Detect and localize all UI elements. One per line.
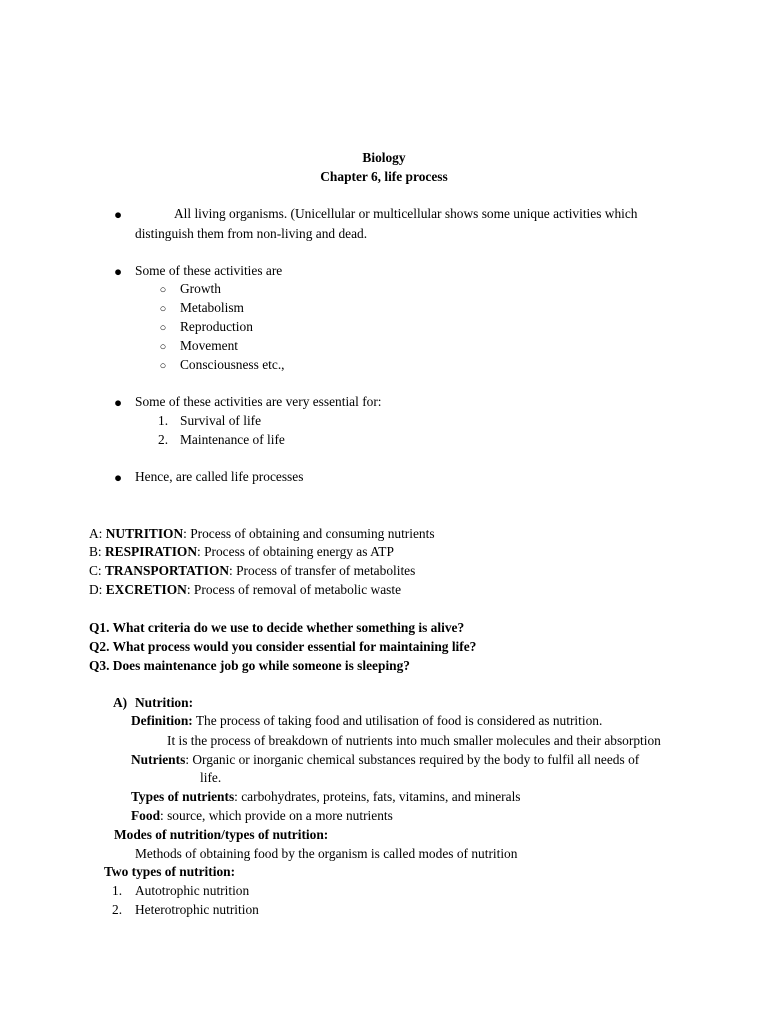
bullet-text: distinguish them from non-living and dead. [135, 226, 368, 241]
bullet-icon: ● [113, 264, 123, 279]
definition-line: A: NUTRITION: Process of obtaining and consuming nutrients [89, 526, 435, 541]
subsection-heading: Modes of nutrition/types of nutrition: [114, 827, 329, 842]
question: Q2. What process would you consider essential for maintaining life? [89, 639, 477, 654]
nutrients-paragraph: Nutrients: Organic or inorganic chemical substances required by the body to fulfil all needs of [131, 752, 640, 767]
list-item: Survival of life [180, 413, 262, 428]
bullet-text: Hence, are called life processes [135, 469, 304, 484]
definition-paragraph: Definition: The process of taking food and utilisation of food is considered as nutrition. [131, 713, 603, 728]
sub-bullet-icon: ○ [159, 284, 167, 296]
page-subtitle: Chapter 6, life process [320, 169, 448, 184]
bullet-text: All living organisms. (Unicellular or multicellular shows some unique activities which [174, 206, 638, 221]
nutrients-paragraph-line2: life. [200, 770, 222, 785]
list-item: Consciousness etc., [180, 357, 285, 372]
list-number: 1. [158, 413, 169, 428]
list-item: Growth [180, 281, 221, 296]
section-heading: Nutrition: [135, 695, 194, 710]
definition-term: EXCRETION [105, 582, 187, 597]
definition-line: C: TRANSPORTATION: Process of transfer of metabolites [89, 563, 416, 578]
list-item: Autotrophic nutrition [135, 883, 250, 898]
definition-term: TRANSPORTATION [105, 563, 230, 578]
question: Q1. What criteria do we use to decide whether something is alive? [89, 620, 465, 635]
sub-bullet-icon: ○ [159, 322, 167, 334]
list-item: Movement [180, 338, 239, 353]
section-label: A) [113, 695, 128, 710]
definition-term: RESPIRATION [105, 544, 198, 559]
list-item: Heterotrophic nutrition [135, 902, 259, 917]
list-item: Metabolism [180, 300, 244, 315]
question: Q3. Does maintenance job go while someone is sleeping? [89, 658, 410, 673]
definition-paragraph-line2: It is the process of breakdown of nutrients into much smaller molecules and their absorption [167, 733, 661, 748]
sub-bullet-icon: ○ [159, 341, 167, 353]
definition-line: D: EXCRETION: Process of removal of metabolic waste [89, 582, 402, 597]
page-title: Biology [362, 150, 406, 165]
types-paragraph: Types of nutrients: carbohydrates, proteins, fats, vitamins, and minerals [131, 789, 521, 804]
food-paragraph: Food: source, which provide on a more nutrients [131, 808, 393, 823]
bullet-icon: ● [113, 207, 123, 222]
definition-line: B: RESPIRATION: Process of obtaining energy as ATP [89, 544, 394, 559]
subsection-heading: Two types of nutrition: [104, 864, 236, 879]
list-item: Maintenance of life [180, 432, 285, 447]
sub-bullet-icon: ○ [159, 360, 167, 372]
list-number: 2. [158, 432, 169, 447]
bullet-icon: ● [113, 470, 123, 485]
definition-term: NUTRITION [105, 526, 184, 541]
sub-bullet-icon: ○ [159, 303, 167, 315]
modes-paragraph: Methods of obtaining food by the organism is called modes of nutrition [135, 846, 518, 861]
list-number: 1. [112, 883, 123, 898]
list-item: Reproduction [180, 319, 253, 334]
bullet-text: Some of these activities are very essential for: [135, 394, 382, 409]
bullet-text: Some of these activities are [135, 263, 283, 278]
bullet-icon: ● [113, 395, 123, 410]
list-number: 2. [112, 902, 123, 917]
